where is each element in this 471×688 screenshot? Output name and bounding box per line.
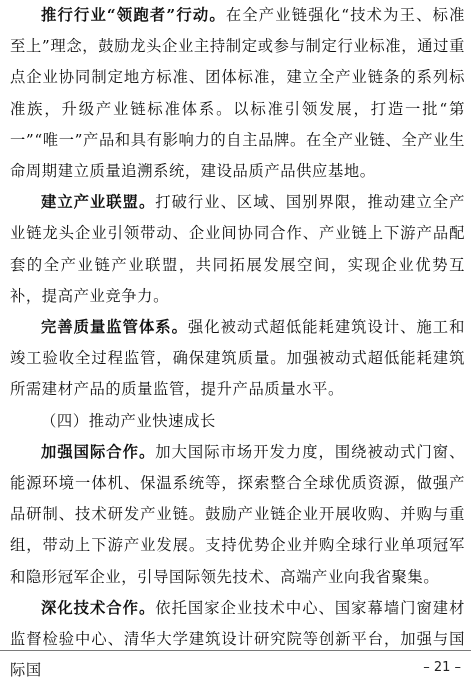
paragraph-lead: 加强国际合作。 (41, 442, 156, 461)
paragraph-international-cooperation (10, 437, 465, 593)
footer-divider (0, 650, 471, 651)
section-heading: （四）推动产业快速成长 (41, 411, 216, 430)
paragraph-text: 加大国际市场开发力度，围绕被动式门窗、能源环境一体机、保温系统等，探索整合全球优质资源，做强产品研制、技术研发产业链。鼓励产业链企业开展收购、并购与重组，带动上下游产业发展。支持优势企业并购全球行业单项冠军和隐形冠军企业，引导国际领先技术、高端产业向我省聚集。 (10, 442, 466, 586)
paragraph-text: 依托国家企业技术中心、国家幕墙门窗建材监督检验中心、清华大学建筑设计研究院等创新平台，加强与国际国 (10, 598, 466, 680)
paragraph-technical-cooperation (10, 593, 465, 687)
paragraph-text: 强化被动式超低能耗建筑设计、施工和竣工验收全过程监管，确保建筑质量。加强被动式超低能耗建筑所需建材产品的质量监管，提升产品质量水平。 (10, 318, 465, 399)
document-body (10, 0, 465, 686)
paragraph-lead: 建立产业联盟。 (41, 193, 156, 212)
page-number: – 21 – (423, 660, 461, 675)
paragraph-lead: 深化技术合作。 (41, 598, 156, 617)
paragraph-text: 在全产业链强化“技术为王、标准至上”理念，鼓励龙头企业主持制定或参与制定行业标准，通过重点企业协同制定地方标准、团体标准，建立全产业链条的系列标准族，升级产业链标准体系。以标准引领发展，打造一批“第一”“唯一”产品和具有影响力的自主品牌。在全产业链、全产业生命周期建立质量追溯系统，建设品质产品供应基地。 (10, 6, 465, 181)
paragraph-industry-leader (10, 0, 465, 187)
paragraph-text: 打破行业、区域、国别界限，推动建立全产业链龙头企业引领带动、企业间协同合作、产业链上下游产品配套的全产业链产业联盟，共同拓展发展空间，实现企业优势互补，提高产业竞争力。 (10, 193, 466, 305)
paragraph-quality-supervision (10, 312, 465, 406)
paragraph-industry-alliance (10, 187, 465, 312)
paragraph-lead: 完善质量监管体系。 (41, 318, 188, 337)
paragraph-lead: 推行行业“领跑者”行动。 (41, 6, 226, 24)
